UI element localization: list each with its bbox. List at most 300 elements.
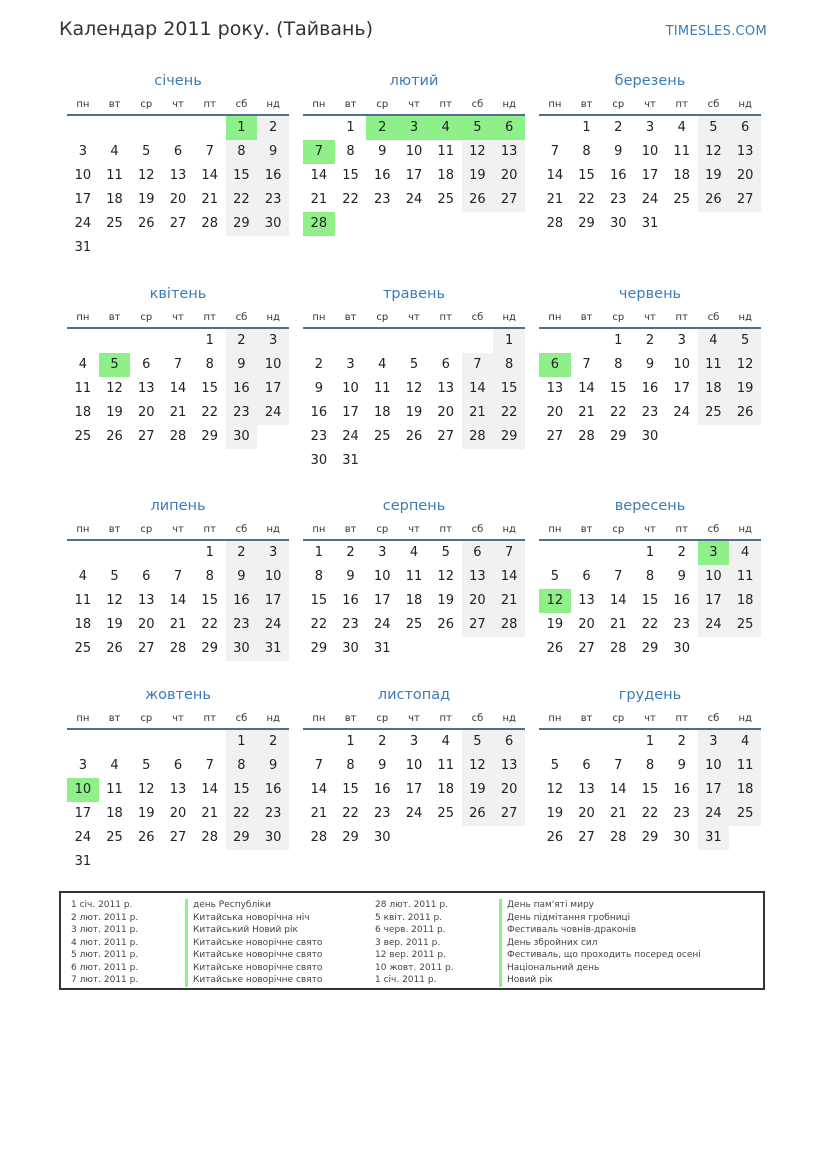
legend-date: 1 січ. 2011 р. [71, 900, 133, 910]
day-cell: 20 [578, 617, 595, 632]
day-cell: 15 [201, 593, 218, 608]
weekday-label: пн [312, 312, 326, 323]
empty-cell [162, 116, 194, 140]
day-cell: 4 [441, 734, 450, 749]
day-cell: 10 [698, 565, 730, 589]
day-cell: 16 [673, 782, 690, 797]
day-cell: 2 [257, 116, 289, 140]
day-cell: 11 [374, 381, 391, 396]
empty-cell [130, 329, 162, 353]
weekday-label: нд [738, 99, 752, 110]
day-cell: 7 [173, 569, 183, 584]
weekday-label: чт [408, 99, 420, 110]
day-cell: 31 [698, 826, 730, 850]
weekday-label: сб [471, 312, 484, 323]
day-grid [539, 116, 761, 236]
day-cell: 8 [582, 144, 591, 159]
day-cell: 18 [405, 593, 423, 608]
day-cell: 30 [610, 216, 627, 231]
day-cell: 26 [698, 188, 730, 212]
day-cell: 18 [106, 192, 123, 207]
day-cell: 6 [173, 144, 183, 159]
weekday-label: сб [707, 99, 720, 110]
day-cell: 23 [374, 192, 391, 207]
day-cell: 20 [493, 778, 525, 802]
weekday-label: ср [376, 99, 389, 110]
day-cell: 24 [698, 613, 730, 637]
day-cell: 27 [546, 429, 564, 444]
day-cell: 4 [110, 758, 119, 773]
day-grid [303, 329, 525, 473]
day-cell: 24 [405, 806, 423, 821]
day-cell: 7 [582, 357, 591, 372]
empty-cell [99, 329, 131, 353]
day-cell: 29 [641, 641, 659, 656]
month-8 [303, 498, 525, 661]
day-cell: 22 [641, 617, 659, 632]
empty-cell [67, 329, 99, 353]
weekday-label: пт [439, 312, 452, 323]
day-cell: 13 [578, 593, 595, 608]
day-cell: 2 [677, 734, 686, 749]
day-cell: 11 [729, 565, 761, 589]
day-cell: 17 [405, 782, 423, 797]
day-cell: 5 [550, 569, 559, 584]
day-cell: 21 [546, 192, 564, 207]
legend-holiday-name: Китайське новорічне свято [185, 974, 322, 987]
day-cell: 24 [342, 429, 359, 444]
day-cell: 3 [257, 541, 289, 565]
day-cell: 26 [462, 802, 494, 826]
legend-date: 3 лют. 2011 р. [71, 925, 139, 935]
day-cell: 16 [226, 589, 258, 613]
day-cell: 27 [578, 641, 595, 656]
day-cell: 9 [257, 140, 289, 164]
month-name: червень [618, 286, 682, 302]
weekday-label: сб [235, 99, 248, 110]
page-title: Календар 2011 року. (Тайвань) [59, 18, 374, 40]
day-cell: 15 [578, 168, 595, 183]
legend-holiday-name: День підмітання гробниці [499, 912, 630, 925]
day-cell: 12 [539, 589, 571, 613]
legend-holiday-name: Фестиваль човнів-драконів [499, 924, 636, 937]
day-cell: 14 [462, 377, 494, 401]
weekday-label: сб [471, 713, 484, 724]
day-cell: 2 [677, 545, 686, 560]
day-cell: 9 [614, 144, 623, 159]
day-cell: 21 [310, 806, 328, 821]
weekday-header [303, 311, 525, 329]
empty-cell [130, 730, 162, 754]
day-cell: 13 [169, 168, 187, 183]
day-cell: 25 [106, 830, 123, 845]
legend-date: 7 лют. 2011 р. [71, 975, 139, 985]
weekday-label: пт [439, 713, 452, 724]
legend-date: 10 жовт. 2011 р. [375, 962, 454, 973]
weekday-header [539, 523, 761, 541]
day-cell: 20 [138, 617, 155, 632]
day-cell: 10 [67, 778, 99, 802]
day-cell: 28 [169, 641, 187, 656]
day-cell: 10 [698, 754, 730, 778]
day-cell: 20 [138, 405, 155, 420]
empty-cell [130, 541, 162, 565]
day-cell: 7 [205, 758, 214, 773]
day-cell: 12 [462, 754, 494, 778]
month-name: квітень [149, 286, 207, 302]
weekday-label: пн [76, 312, 90, 323]
day-cell: 20 [546, 405, 564, 420]
day-cell: 13 [578, 782, 595, 797]
weekday-label: пн [76, 99, 90, 110]
day-grid [67, 730, 289, 874]
day-cell: 9 [257, 754, 289, 778]
weekday-label: ср [612, 312, 625, 323]
empty-cell [602, 541, 634, 565]
day-cell: 19 [546, 806, 564, 821]
weekday-label: пт [203, 99, 216, 110]
empty-cell [99, 730, 131, 754]
day-cell: 20 [169, 806, 187, 821]
month-name: грудень [618, 687, 682, 703]
day-cell: 20 [578, 806, 595, 821]
weekday-label: пн [312, 99, 326, 110]
weekday-label: нд [502, 713, 516, 724]
empty-cell [462, 329, 494, 353]
weekday-label: пт [675, 99, 688, 110]
empty-cell [130, 116, 162, 140]
day-cell: 29 [493, 425, 525, 449]
day-cell: 4 [729, 730, 761, 754]
day-cell: 27 [462, 613, 494, 637]
empty-cell [366, 329, 398, 353]
day-cell: 21 [610, 806, 627, 821]
legend-row [71, 974, 371, 987]
day-cell: 6 [729, 116, 761, 140]
day-cell: 23 [310, 429, 328, 444]
day-cell: 20 [437, 405, 454, 420]
weekday-label: нд [502, 99, 516, 110]
day-cell: 14 [610, 782, 627, 797]
day-cell: 17 [257, 377, 289, 401]
day-cell: 11 [437, 758, 454, 773]
weekday-label: чт [644, 312, 656, 323]
day-cell: 8 [205, 357, 214, 372]
day-cell: 15 [342, 782, 359, 797]
day-cell: 25 [437, 192, 454, 207]
day-cell: 2 [257, 730, 289, 754]
day-cell: 20 [462, 589, 494, 613]
weekday-label: сб [707, 713, 720, 724]
day-cell: 27 [578, 830, 595, 845]
weekday-label: сб [235, 524, 248, 535]
day-cell: 24 [74, 830, 92, 845]
weekday-label: нд [266, 524, 280, 535]
weekday-label: сб [707, 312, 720, 323]
weekday-label: вт [580, 312, 593, 323]
day-cell: 26 [106, 429, 123, 444]
empty-cell [602, 730, 634, 754]
day-cell: 6 [539, 353, 571, 377]
weekday-label: сб [471, 99, 484, 110]
day-cell: 12 [405, 381, 423, 396]
day-cell: 23 [226, 613, 258, 637]
weekday-label: вт [108, 312, 121, 323]
day-cell: 19 [462, 778, 494, 802]
legend-date: 1 січ. 2011 р. [375, 975, 437, 985]
day-cell: 11 [673, 144, 690, 159]
day-grid [303, 541, 525, 661]
legend-row [375, 924, 755, 937]
day-cell: 3 [78, 758, 87, 773]
day-cell: 24 [641, 192, 659, 207]
day-cell: 23 [641, 405, 659, 420]
day-cell: 5 [729, 329, 761, 353]
day-cell: 22 [226, 188, 258, 212]
legend-date: 12 вер. 2011 р. [375, 950, 446, 960]
legend-row [71, 912, 371, 925]
month-name: січень [154, 73, 202, 89]
month-7 [67, 498, 289, 661]
day-cell: 30 [257, 212, 289, 236]
day-cell: 12 [729, 353, 761, 377]
weekday-header [539, 98, 761, 116]
day-cell: 10 [673, 357, 690, 372]
day-cell: 21 [578, 405, 595, 420]
day-cell: 6 [582, 569, 591, 584]
day-cell: 9 [645, 357, 655, 372]
day-cell: 27 [138, 641, 155, 656]
day-cell: 17 [74, 192, 92, 207]
day-cell: 26 [106, 641, 123, 656]
day-cell: 27 [169, 830, 187, 845]
weekday-label: ср [376, 524, 389, 535]
site-brand-link[interactable]: TIMESLES.COM [665, 24, 767, 39]
day-cell: 15 [610, 381, 627, 396]
month-4 [67, 286, 289, 449]
weekday-label: пн [548, 713, 562, 724]
day-cell: 27 [729, 188, 761, 212]
day-cell: 3 [346, 357, 355, 372]
day-cell: 15 [201, 381, 218, 396]
day-cell: 3 [698, 541, 730, 565]
day-cell: 18 [729, 778, 761, 802]
day-cell: 5 [409, 357, 419, 372]
day-cell: 1 [645, 734, 655, 749]
day-cell: 21 [462, 401, 494, 425]
holiday-legend [59, 891, 765, 990]
weekday-label: вт [580, 99, 593, 110]
weekday-label: сб [471, 524, 484, 535]
day-cell: 10 [374, 569, 391, 584]
legend-date: 2 лют. 2011 р. [71, 912, 139, 923]
day-cell: 12 [106, 593, 123, 608]
day-cell: 13 [493, 754, 525, 778]
day-cell: 14 [201, 168, 218, 183]
weekday-label: сб [707, 524, 720, 535]
day-cell: 12 [138, 782, 155, 797]
day-cell: 19 [546, 617, 564, 632]
day-grid [303, 730, 525, 850]
weekday-label: чт [644, 713, 656, 724]
day-cell: 17 [74, 806, 92, 821]
day-cell: 5 [462, 730, 494, 754]
weekday-label: чт [408, 713, 420, 724]
day-cell: 4 [78, 569, 87, 584]
day-cell: 19 [138, 806, 155, 821]
weekday-label: ср [140, 312, 153, 323]
day-cell: 26 [138, 830, 155, 845]
legend-holiday-name: Китайське новорічне свято [185, 962, 322, 975]
day-cell: 26 [546, 641, 564, 656]
day-cell: 25 [729, 613, 761, 637]
legend-column-left [71, 899, 371, 987]
day-cell: 13 [138, 593, 155, 608]
day-cell: 31 [257, 637, 289, 661]
day-cell: 1 [314, 545, 323, 560]
day-cell: 30 [257, 826, 289, 850]
weekday-label: чт [408, 312, 420, 323]
empty-cell [99, 541, 131, 565]
day-cell: 1 [614, 333, 623, 348]
empty-cell [398, 329, 430, 353]
day-cell: 31 [74, 240, 92, 255]
day-cell: 31 [641, 216, 659, 231]
day-cell: 19 [106, 617, 123, 632]
day-cell: 21 [201, 192, 218, 207]
weekday-label: вт [580, 524, 593, 535]
day-cell: 7 [493, 541, 525, 565]
day-cell: 19 [698, 164, 730, 188]
day-cell: 6 [142, 569, 151, 584]
day-cell: 14 [610, 593, 627, 608]
day-cell: 6 [142, 357, 151, 372]
day-cell: 18 [437, 168, 454, 183]
day-cell: 10 [257, 565, 289, 589]
legend-date: 4 лют. 2011 р. [71, 937, 139, 948]
day-cell: 5 [142, 144, 151, 159]
weekday-label: чт [172, 713, 184, 724]
weekday-label: сб [235, 312, 248, 323]
day-cell: 12 [546, 782, 564, 797]
day-cell: 11 [106, 168, 123, 183]
day-cell: 29 [578, 216, 595, 231]
day-cell: 10 [257, 353, 289, 377]
day-cell: 8 [346, 758, 355, 773]
day-cell: 29 [226, 212, 258, 236]
day-cell: 5 [462, 116, 494, 140]
weekday-label: вт [344, 713, 357, 724]
day-cell: 3 [398, 116, 430, 140]
legend-date: 5 лют. 2011 р. [71, 950, 139, 960]
day-cell: 16 [257, 164, 289, 188]
day-cell: 8 [614, 357, 623, 372]
day-cell: 5 [99, 353, 131, 377]
day-cell: 9 [677, 569, 686, 584]
empty-cell [67, 730, 99, 754]
legend-column-right [375, 899, 755, 987]
day-cell: 24 [374, 617, 391, 632]
day-cell: 23 [673, 806, 690, 821]
day-cell: 2 [645, 333, 655, 348]
legend-row [71, 962, 371, 975]
day-cell: 27 [138, 429, 155, 444]
weekday-header [539, 712, 761, 730]
day-cell: 27 [493, 188, 525, 212]
day-cell: 28 [546, 216, 564, 231]
weekday-label: вт [344, 99, 357, 110]
day-cell: 16 [226, 377, 258, 401]
day-cell: 4 [729, 541, 761, 565]
day-cell: 17 [698, 589, 730, 613]
weekday-label: чт [172, 99, 184, 110]
day-cell: 2 [346, 545, 355, 560]
day-cell: 3 [378, 545, 387, 560]
day-cell: 28 [201, 216, 218, 231]
day-cell: 15 [226, 164, 258, 188]
day-cell: 17 [673, 381, 690, 396]
month-name: листопад [377, 687, 451, 703]
day-cell: 1 [226, 730, 258, 754]
month-1 [67, 73, 289, 260]
day-cell: 11 [74, 381, 92, 396]
day-cell: 14 [493, 565, 525, 589]
day-cell: 17 [342, 405, 359, 420]
day-cell: 9 [378, 758, 387, 773]
empty-cell [303, 730, 335, 754]
day-cell: 28 [578, 429, 595, 444]
empty-cell [162, 541, 194, 565]
weekday-label: чт [644, 99, 656, 110]
day-cell: 23 [610, 192, 627, 207]
day-cell: 26 [138, 216, 155, 231]
day-cell: 17 [405, 168, 423, 183]
day-cell: 1 [346, 120, 355, 135]
day-cell: 21 [169, 617, 187, 632]
day-cell: 3 [257, 329, 289, 353]
day-cell: 8 [226, 754, 258, 778]
day-cell: 7 [614, 569, 623, 584]
day-cell: 7 [205, 144, 214, 159]
legend-holiday-name: Китайська новорічна ніч [185, 912, 310, 925]
weekday-label: нд [266, 99, 280, 110]
empty-cell [303, 329, 335, 353]
day-cell: 27 [493, 802, 525, 826]
day-cell: 30 [374, 830, 391, 845]
legend-date: 6 лют. 2011 р. [71, 962, 139, 973]
empty-cell [99, 116, 131, 140]
legend-row [71, 899, 371, 912]
weekday-label: нд [502, 312, 516, 323]
day-cell: 5 [698, 116, 730, 140]
day-cell: 23 [226, 401, 258, 425]
day-cell: 16 [610, 168, 627, 183]
weekday-label: чт [172, 312, 184, 323]
day-cell: 15 [342, 168, 359, 183]
legend-holiday-name: День збройних сил [499, 937, 598, 950]
day-cell: 15 [310, 593, 328, 608]
weekday-label: ср [612, 99, 625, 110]
day-cell: 30 [673, 641, 690, 656]
day-cell: 30 [226, 637, 258, 661]
day-cell: 14 [310, 168, 328, 183]
day-cell: 9 [346, 569, 355, 584]
day-cell: 26 [546, 830, 564, 845]
legend-row [375, 899, 755, 912]
month-name: вересень [614, 498, 686, 514]
day-cell: 18 [698, 377, 730, 401]
day-cell: 19 [437, 593, 454, 608]
